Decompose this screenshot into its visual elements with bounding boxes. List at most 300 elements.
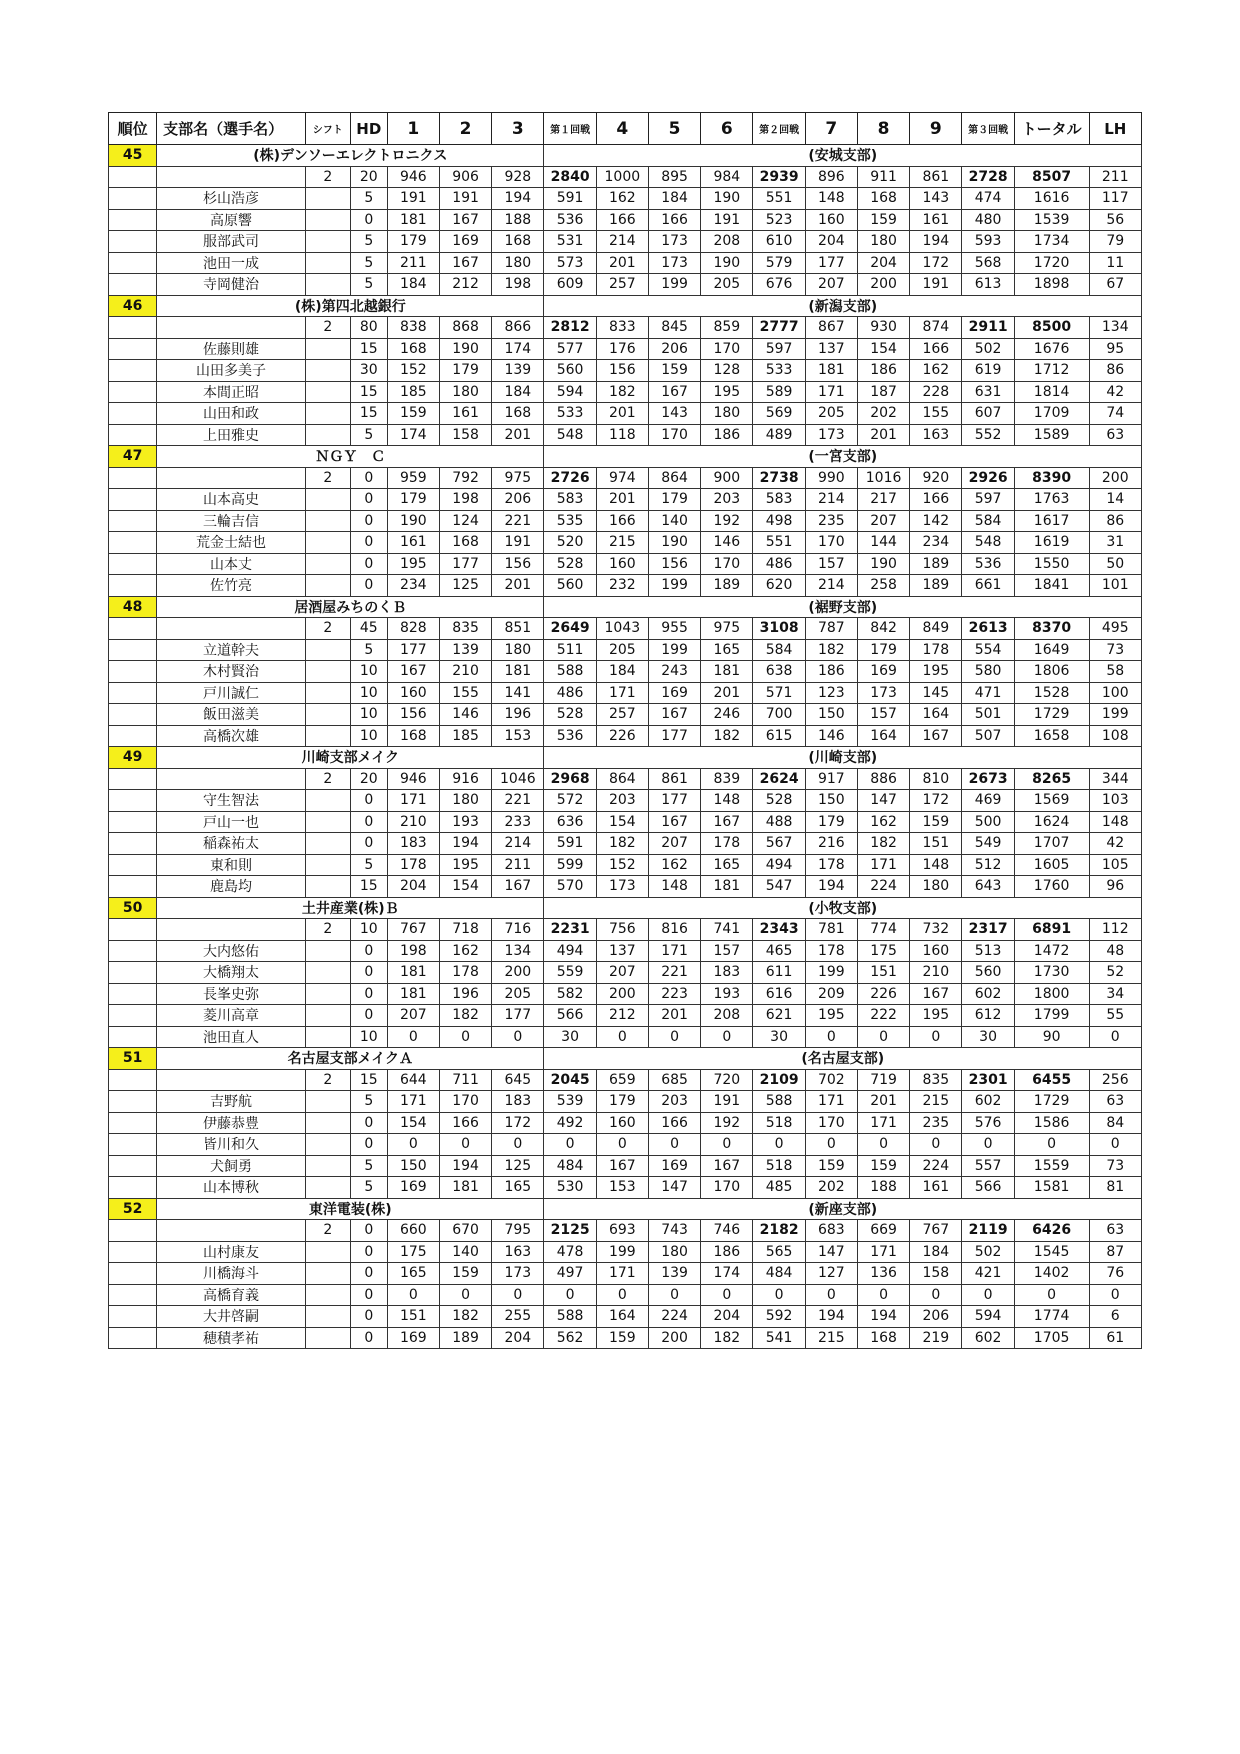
team-total-cell: 2926: [962, 467, 1014, 489]
team-total-row: [109, 768, 1142, 790]
player-rank-cell: [109, 704, 157, 726]
team-rank: 48: [109, 596, 157, 618]
player-score-cell: 1709: [1014, 403, 1089, 425]
player-score-cell: 150: [805, 704, 857, 726]
player-score-cell: 86: [1089, 360, 1141, 382]
player-shift-cell: [305, 532, 350, 554]
player-rank-cell: [109, 1263, 157, 1285]
player-score-cell: 199: [648, 575, 700, 597]
team-total-cell: 835: [439, 618, 491, 640]
player-shift-cell: [305, 489, 350, 511]
player-score-cell: 42: [1089, 381, 1141, 403]
player-score-cell: 123: [805, 682, 857, 704]
player-score-cell: 676: [753, 274, 805, 296]
player-rank-cell: [109, 532, 157, 554]
player-score-cell: 170: [701, 338, 753, 360]
player-rank-cell: [109, 1091, 157, 1113]
player-score-cell: 421: [962, 1263, 1014, 1285]
player-score-cell: 207: [805, 274, 857, 296]
team-total-row: [109, 618, 1142, 640]
player-score-cell: 169: [648, 682, 700, 704]
player-score-cell: 533: [753, 360, 805, 382]
player-score-cell: 221: [492, 510, 544, 532]
team-total-cell: 2301: [962, 1069, 1014, 1091]
player-score-cell: 1658: [1014, 725, 1089, 747]
player-score-cell: 1806: [1014, 661, 1089, 683]
player-name: 伊藤恭豊: [157, 1112, 306, 1134]
team-total-cell: 866: [492, 317, 544, 339]
player-score-cell: 620: [753, 575, 805, 597]
player-score-cell: 200: [648, 1327, 700, 1349]
player-score-cell: 1707: [1014, 833, 1089, 855]
player-score-cell: 181: [387, 962, 439, 984]
player-hd: 0: [350, 833, 387, 855]
player-score-cell: 1676: [1014, 338, 1089, 360]
team-total-cell: 2673: [962, 768, 1014, 790]
player-hd: 5: [350, 1177, 387, 1199]
player-row: [109, 274, 1142, 296]
team-total-cell: 660: [387, 1220, 439, 1242]
player-score-cell: 602: [962, 1091, 1014, 1113]
player-score-cell: 552: [962, 424, 1014, 446]
player-score-cell: 183: [492, 1091, 544, 1113]
player-score-cell: 189: [439, 1327, 491, 1349]
team-total-cell: 920: [910, 467, 962, 489]
player-score-cell: 168: [857, 188, 909, 210]
player-score-cell: 465: [753, 940, 805, 962]
player-score-cell: 194: [805, 1306, 857, 1328]
team-rank: 47: [109, 446, 157, 468]
player-score-cell: 571: [753, 682, 805, 704]
player-shift-cell: [305, 876, 350, 898]
team-branch: (安城支部): [544, 145, 1142, 167]
player-score-cell: 232: [596, 575, 648, 597]
player-rank-cell: [109, 725, 157, 747]
player-score-cell: 143: [910, 188, 962, 210]
player-score-cell: 0: [492, 1026, 544, 1048]
player-score-cell: 186: [701, 424, 753, 446]
team-total-cell: 2777: [753, 317, 805, 339]
player-score-cell: 179: [439, 360, 491, 382]
player-row: [109, 833, 1142, 855]
player-score-cell: 576: [962, 1112, 1014, 1134]
player-score-cell: 228: [910, 381, 962, 403]
header-lh: LH: [1089, 113, 1141, 145]
player-score-cell: 167: [648, 704, 700, 726]
player-score-cell: 597: [962, 489, 1014, 511]
player-score-cell: 257: [596, 704, 648, 726]
team-total-cell: 6426: [1014, 1220, 1089, 1242]
player-score-cell: 171: [857, 854, 909, 876]
player-name: 川橋海斗: [157, 1263, 306, 1285]
player-hd: 30: [350, 360, 387, 382]
team-total-cell: 344: [1089, 768, 1141, 790]
player-score-cell: 159: [857, 209, 909, 231]
player-score-cell: 168: [492, 231, 544, 253]
team-total-cell: 767: [387, 919, 439, 941]
player-score-cell: 512: [962, 854, 1014, 876]
player-score-cell: 621: [753, 1005, 805, 1027]
player-score-cell: 178: [439, 962, 491, 984]
player-rank-cell: [109, 1112, 157, 1134]
player-score-cell: 150: [387, 1155, 439, 1177]
player-score-cell: 572: [544, 790, 596, 812]
player-row: [109, 661, 1142, 683]
player-score-cell: 1712: [1014, 360, 1089, 382]
team-total-cell: 2624: [753, 768, 805, 790]
player-score-cell: 179: [805, 811, 857, 833]
player-score-cell: 183: [701, 962, 753, 984]
player-row: [109, 381, 1142, 403]
player-rank-cell: [109, 209, 157, 231]
player-score-cell: 42: [1089, 833, 1141, 855]
player-score-cell: 185: [439, 725, 491, 747]
player-score-cell: 184: [387, 274, 439, 296]
player-score-cell: 154: [439, 876, 491, 898]
team-total-cell: 80: [350, 317, 387, 339]
player-score-cell: 177: [492, 1005, 544, 1027]
player-shift-cell: [305, 962, 350, 984]
player-rank-cell: [109, 1155, 157, 1177]
player-score-cell: 181: [701, 661, 753, 683]
team-total-cell: 2231: [544, 919, 596, 941]
player-score-cell: 211: [492, 854, 544, 876]
player-score-cell: 167: [701, 1155, 753, 1177]
player-hd: 5: [350, 274, 387, 296]
player-rank-cell: [109, 854, 157, 876]
player-score-cell: 1898: [1014, 274, 1089, 296]
player-score-cell: 175: [387, 1241, 439, 1263]
player-score-cell: 162: [648, 854, 700, 876]
player-score-cell: 568: [962, 252, 1014, 274]
player-score-cell: 198: [492, 274, 544, 296]
team-total-cell: 2728: [962, 166, 1014, 188]
player-score-cell: 500: [962, 811, 1014, 833]
team-total-row: [109, 1069, 1142, 1091]
player-score-cell: 177: [439, 553, 491, 575]
player-score-cell: 167: [648, 381, 700, 403]
player-rank-cell: [109, 876, 157, 898]
player-score-cell: 485: [753, 1177, 805, 1199]
player-score-cell: 30: [753, 1026, 805, 1048]
team-total-cell: 2109: [753, 1069, 805, 1091]
player-hd: 15: [350, 876, 387, 898]
team-total-cell: 851: [492, 618, 544, 640]
player-score-cell: 489: [753, 424, 805, 446]
player-score-cell: 221: [648, 962, 700, 984]
player-shift-cell: [305, 553, 350, 575]
team-total-rank-cell: [109, 768, 157, 790]
player-name: 高原響: [157, 209, 306, 231]
player-rank-cell: [109, 252, 157, 274]
player-score-cell: 480: [962, 209, 1014, 231]
player-score-cell: 154: [387, 1112, 439, 1134]
player-hd: 0: [350, 553, 387, 575]
player-score-cell: 631: [962, 381, 1014, 403]
player-score-cell: 137: [805, 338, 857, 360]
player-score-cell: 173: [596, 876, 648, 898]
player-score-cell: 125: [439, 575, 491, 597]
player-score-cell: 609: [544, 274, 596, 296]
player-score-cell: 150: [805, 790, 857, 812]
player-score-cell: 142: [910, 510, 962, 532]
player-hd: 0: [350, 790, 387, 812]
player-shift-cell: [305, 1177, 350, 1199]
team-total-cell: 2: [305, 317, 350, 339]
player-score-cell: 202: [857, 403, 909, 425]
player-score-cell: 11: [1089, 252, 1141, 274]
player-score-cell: 0: [648, 1284, 700, 1306]
player-score-cell: 0: [910, 1134, 962, 1156]
player-hd: 0: [350, 1241, 387, 1263]
player-shift-cell: [305, 639, 350, 661]
player-score-cell: 176: [596, 338, 648, 360]
player-score-cell: 202: [805, 1177, 857, 1199]
player-score-cell: 0: [962, 1284, 1014, 1306]
player-row: [109, 811, 1142, 833]
player-score-cell: 195: [805, 1005, 857, 1027]
team-name: 名古屋支部メイクＡ: [157, 1048, 544, 1070]
team-name: ＮＧＹ Ｃ: [157, 446, 544, 468]
player-score-cell: 0: [753, 1284, 805, 1306]
player-score-cell: 193: [701, 983, 753, 1005]
player-score-cell: 700: [753, 704, 805, 726]
player-score-cell: 194: [910, 231, 962, 253]
team-total-cell: 917: [805, 768, 857, 790]
player-score-cell: 124: [439, 510, 491, 532]
player-row: [109, 876, 1142, 898]
player-score-cell: 174: [701, 1263, 753, 1285]
player-score-cell: 0: [857, 1026, 909, 1048]
player-score-cell: 224: [910, 1155, 962, 1177]
team-row: [109, 145, 1142, 167]
player-score-cell: 181: [387, 983, 439, 1005]
team-total-cell: 2812: [544, 317, 596, 339]
player-score-cell: 172: [910, 252, 962, 274]
player-row: [109, 489, 1142, 511]
player-score-cell: 588: [544, 661, 596, 683]
player-row: [109, 1306, 1142, 1328]
player-score-cell: 583: [544, 489, 596, 511]
player-shift-cell: [305, 811, 350, 833]
player-name: 本間正昭: [157, 381, 306, 403]
header-shift: シフト: [305, 113, 350, 145]
player-score-cell: 139: [439, 639, 491, 661]
player-score-cell: 0: [648, 1026, 700, 1048]
player-score-cell: 169: [387, 1327, 439, 1349]
player-rank-cell: [109, 510, 157, 532]
player-hd: 5: [350, 854, 387, 876]
player-rank-cell: [109, 1005, 157, 1027]
team-total-cell: 955: [648, 618, 700, 640]
player-score-cell: 180: [492, 639, 544, 661]
player-score-cell: 179: [387, 231, 439, 253]
player-hd: 0: [350, 1327, 387, 1349]
player-shift-cell: [305, 338, 350, 360]
team-total-cell: 896: [805, 166, 857, 188]
team-rank: 50: [109, 897, 157, 919]
player-score-cell: 152: [387, 360, 439, 382]
player-score-cell: 177: [387, 639, 439, 661]
player-score-cell: 214: [805, 489, 857, 511]
player-score-cell: 486: [753, 553, 805, 575]
team-branch: (一宮支部): [544, 446, 1142, 468]
player-score-cell: 173: [805, 424, 857, 446]
player-name: 守生智法: [157, 790, 306, 812]
player-name: 東和則: [157, 854, 306, 876]
player-score-cell: 169: [439, 231, 491, 253]
player-score-cell: 50: [1089, 553, 1141, 575]
header-row: [109, 113, 1142, 145]
header-round-3: 第３回戦: [962, 113, 1014, 145]
player-score-cell: 151: [857, 962, 909, 984]
player-row: [109, 725, 1142, 747]
player-score-cell: 195: [439, 854, 491, 876]
team-total-cell: 767: [910, 1220, 962, 1242]
player-score-cell: 148: [701, 790, 753, 812]
player-score-cell: 170: [701, 1177, 753, 1199]
team-total-cell: 685: [648, 1069, 700, 1091]
team-total-cell: 984: [701, 166, 753, 188]
player-score-cell: 58: [1089, 661, 1141, 683]
player-score-cell: 170: [648, 424, 700, 446]
player-hd: 0: [350, 489, 387, 511]
header-game-3: 3: [492, 113, 544, 145]
team-total-cell: 0: [350, 1220, 387, 1242]
player-name: 服部武司: [157, 231, 306, 253]
player-score-cell: 156: [648, 553, 700, 575]
player-score-cell: 178: [910, 639, 962, 661]
player-score-cell: 164: [910, 704, 962, 726]
team-total-cell: 828: [387, 618, 439, 640]
team-total-cell: 693: [596, 1220, 648, 1242]
team-name: 東洋電装(株): [157, 1198, 544, 1220]
team-total-rank-cell: [109, 467, 157, 489]
player-score-cell: 166: [596, 510, 648, 532]
player-score-cell: 528: [753, 790, 805, 812]
player-score-cell: 224: [857, 876, 909, 898]
player-score-cell: 0: [439, 1026, 491, 1048]
player-score-cell: 559: [544, 962, 596, 984]
player-score-cell: 212: [439, 274, 491, 296]
team-total-cell: 886: [857, 768, 909, 790]
player-row: [109, 1241, 1142, 1263]
player-name: 大内悠佑: [157, 940, 306, 962]
player-score-cell: 171: [596, 682, 648, 704]
player-score-cell: 203: [701, 489, 753, 511]
player-score-cell: 183: [387, 833, 439, 855]
team-total-cell: 861: [910, 166, 962, 188]
player-rank-cell: [109, 1177, 157, 1199]
player-score-cell: 190: [857, 553, 909, 575]
team-branch: (川崎支部): [544, 747, 1142, 769]
team-total-cell: 20: [350, 768, 387, 790]
player-hd: 0: [350, 940, 387, 962]
player-shift-cell: [305, 940, 350, 962]
player-score-cell: 541: [753, 1327, 805, 1349]
team-total-cell: 20: [350, 166, 387, 188]
player-score-cell: 567: [753, 833, 805, 855]
player-score-cell: 1763: [1014, 489, 1089, 511]
player-score-cell: 160: [596, 553, 648, 575]
player-score-cell: 170: [439, 1091, 491, 1113]
player-score-cell: 0: [701, 1284, 753, 1306]
team-total-cell: 2: [305, 166, 350, 188]
player-score-cell: 1841: [1014, 575, 1089, 597]
team-total-name-cell: [157, 919, 306, 941]
player-score-cell: 215: [805, 1327, 857, 1349]
player-score-cell: 117: [1089, 188, 1141, 210]
team-total-name-cell: [157, 166, 306, 188]
player-row: [109, 532, 1142, 554]
player-score-cell: 143: [648, 403, 700, 425]
player-score-cell: 191: [387, 188, 439, 210]
player-score-cell: 181: [492, 661, 544, 683]
player-score-cell: 179: [857, 639, 909, 661]
player-score-cell: 204: [857, 252, 909, 274]
player-score-cell: 588: [753, 1091, 805, 1113]
player-score-cell: 169: [387, 1177, 439, 1199]
player-shift-cell: [305, 188, 350, 210]
player-rank-cell: [109, 962, 157, 984]
player-score-cell: 95: [1089, 338, 1141, 360]
player-rank-cell: [109, 639, 157, 661]
player-score-cell: 167: [439, 252, 491, 274]
player-score-cell: 0: [439, 1134, 491, 1156]
player-score-cell: 0: [544, 1134, 596, 1156]
player-score-cell: 185: [387, 381, 439, 403]
player-score-cell: 226: [857, 983, 909, 1005]
player-hd: 0: [350, 1306, 387, 1328]
player-score-cell: 159: [596, 1327, 648, 1349]
player-name: 山本博秋: [157, 1177, 306, 1199]
player-score-cell: 1799: [1014, 1005, 1089, 1027]
team-total-cell: 1046: [492, 768, 544, 790]
player-shift-cell: [305, 1091, 350, 1113]
player-score-cell: 548: [962, 532, 1014, 554]
team-total-cell: 134: [1089, 317, 1141, 339]
player-score-cell: 566: [962, 1177, 1014, 1199]
team-total-cell: 0: [350, 467, 387, 489]
player-score-cell: 155: [439, 682, 491, 704]
player-score-cell: 201: [701, 682, 753, 704]
player-score-cell: 147: [648, 1177, 700, 1199]
team-total-cell: 741: [701, 919, 753, 941]
player-score-cell: 0: [387, 1284, 439, 1306]
team-total-cell: 864: [596, 768, 648, 790]
player-score-cell: 172: [492, 1112, 544, 1134]
player-score-cell: 1528: [1014, 682, 1089, 704]
player-score-cell: 594: [962, 1306, 1014, 1328]
player-shift-cell: [305, 1241, 350, 1263]
player-score-cell: 191: [910, 274, 962, 296]
player-score-cell: 145: [910, 682, 962, 704]
player-rank-cell: [109, 1026, 157, 1048]
player-score-cell: 161: [910, 1177, 962, 1199]
player-name: 大橋翔太: [157, 962, 306, 984]
player-shift-cell: [305, 661, 350, 683]
player-score-cell: 141: [492, 682, 544, 704]
header-game-2: 2: [439, 113, 491, 145]
player-score-cell: 1734: [1014, 231, 1089, 253]
player-score-cell: 1616: [1014, 188, 1089, 210]
team-total-cell: 974: [596, 467, 648, 489]
player-score-cell: 502: [962, 338, 1014, 360]
player-score-cell: 204: [387, 876, 439, 898]
player-rank-cell: [109, 381, 157, 403]
player-score-cell: 1586: [1014, 1112, 1089, 1134]
player-score-cell: 195: [910, 1005, 962, 1027]
